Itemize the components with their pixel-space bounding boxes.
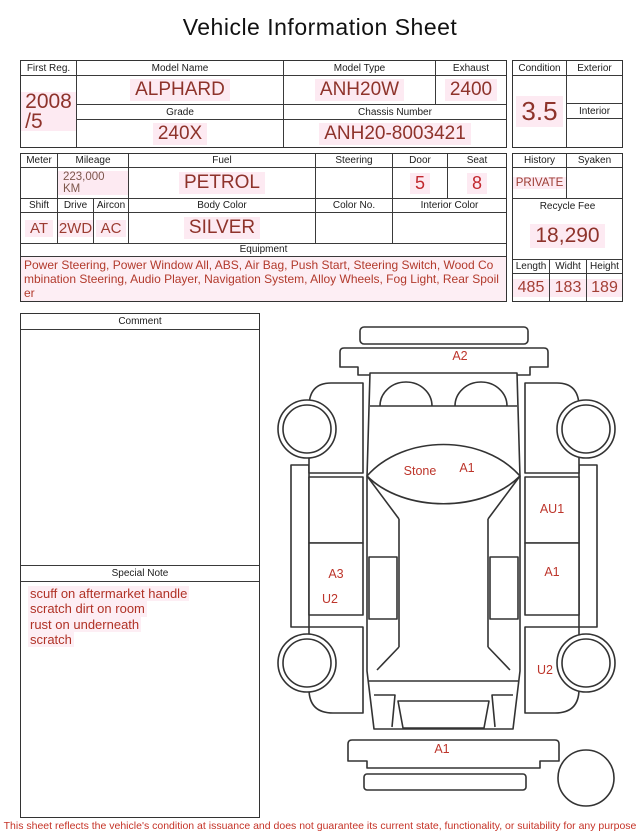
right-rocker-panel <box>579 465 597 627</box>
height-value: 189 <box>587 274 622 301</box>
special-note-line: rust on underneath <box>30 616 140 632</box>
fuel-label: Fuel <box>129 154 316 168</box>
shift-value: AT <box>21 213 58 243</box>
history-label: History <box>513 154 567 168</box>
shift-label: Shift <box>21 199 58 213</box>
left-door-window <box>369 557 397 619</box>
first-reg-year: 2008 <box>25 89 72 113</box>
spec-table <box>20 153 507 302</box>
model-name-label: Model Name <box>77 61 284 76</box>
special-note-list <box>21 582 259 817</box>
spec-row-2 <box>21 199 506 244</box>
body-color-label: Body Color <box>129 199 316 213</box>
chassis-number-value: ANH20-8003421 <box>284 120 506 147</box>
width-value: 183 <box>550 274 587 301</box>
length-label: Length <box>513 260 550 274</box>
body-color-value: SILVER <box>129 213 316 243</box>
equipment-value: Power Steering, Power Window All, ABS, Air Bag, Push Start, Steering Switch, Wood Combination Steering, Audio Player, Navigation System, Alloy Wheels, Fog Light, Rear Spoiler <box>21 257 506 301</box>
exhaust-value: 2400 <box>436 76 506 105</box>
color-no-label: Color No. <box>316 199 393 213</box>
first-reg-label: First Reg. <box>21 61 77 76</box>
recycle-fee-value: 18,290 <box>513 213 622 259</box>
door-label: Door <box>393 154 448 168</box>
model-name-value: ALPHARD <box>77 76 284 105</box>
damage-label-right-rear-panel: A1 <box>544 565 560 579</box>
length-value: 485 <box>513 274 550 301</box>
first-reg-month: /5 <box>25 109 43 133</box>
steering-value <box>316 168 393 198</box>
model-type-label: Model Type <box>284 61 436 76</box>
special-note-line: scratch <box>30 631 72 647</box>
aircon-label: Aircon <box>94 199 129 213</box>
recycle-fee-cell <box>513 199 622 260</box>
spare-tire <box>558 750 614 806</box>
seat-value: 8 <box>448 168 506 198</box>
interior-value <box>567 119 622 147</box>
special-note-label: Special Note <box>21 565 259 582</box>
meter-label: Meter <box>21 154 58 168</box>
aircon-value: AC <box>94 213 129 243</box>
damage-label-right-front-panel: AU1 <box>539 502 565 516</box>
damage-label-left-underbody: U2 <box>322 592 338 606</box>
interior-label: Interior <box>567 104 622 119</box>
grade-value: 240X <box>77 120 284 147</box>
door-value: 5 <box>393 168 448 198</box>
condition-table <box>512 60 623 148</box>
history-value: PRIVATE <box>513 168 567 198</box>
exhaust-label: Exhaust <box>436 61 506 76</box>
front-bumper-shape <box>340 348 548 375</box>
history-row <box>513 154 622 199</box>
damage-label-windshield-grade: A1 <box>459 461 475 475</box>
comment-label: Comment <box>21 314 259 330</box>
seat-label: Seat <box>448 154 506 168</box>
syaken-label: Syaken <box>567 154 622 168</box>
exterior-value <box>567 76 622 104</box>
chassis-number-label: Chassis Number <box>284 105 506 120</box>
steering-label: Steering <box>316 154 393 168</box>
equipment-label: Equipment <box>21 244 506 257</box>
tailgate-recess <box>398 701 489 728</box>
special-note-line: scratch dirt on room <box>30 601 145 617</box>
grade-label: Grade <box>77 105 284 120</box>
page-title: Vehicle Information Sheet <box>182 14 458 40</box>
right-door-window <box>490 557 518 619</box>
damage-label-front-bumper: A2 <box>452 349 468 363</box>
first-reg-value <box>21 76 77 147</box>
damage-label-windshield-note: Stone <box>403 464 437 478</box>
left-rocker-panel <box>291 465 309 627</box>
comment-value <box>21 330 259 565</box>
damage-label-rear-bumper: A1 <box>434 742 450 756</box>
rear-bumper-shape <box>348 740 559 790</box>
height-label: Height <box>587 260 622 274</box>
drive-value: 2WD <box>58 213 94 243</box>
syaken-value <box>567 168 622 198</box>
vehicle-damage-diagram <box>268 315 640 817</box>
exterior-label: Exterior <box>567 61 622 76</box>
interior-color-label: Interior Color <box>393 199 506 213</box>
width-label: Widht <box>550 260 587 274</box>
special-note-line: scuff on aftermarket handle <box>30 586 188 601</box>
meter-value <box>21 168 58 198</box>
spec-row-1 <box>21 154 506 199</box>
fuel-value: PETROL <box>129 168 316 198</box>
damage-label-right-underbody: U2 <box>537 663 553 677</box>
mileage-label: Mileage <box>58 154 129 168</box>
damage-label-left-rear-panel: A3 <box>328 567 344 581</box>
recycle-fee-label: Recycle Fee <box>539 200 596 212</box>
mileage-value: 223,000 KM <box>58 168 129 198</box>
interior-color-value <box>393 213 506 243</box>
car-body-outline <box>367 373 520 729</box>
history-fee-table <box>512 153 623 302</box>
comment-panel <box>20 313 260 818</box>
model-type-value: ANH20W <box>284 76 436 105</box>
color-no-value <box>316 213 393 243</box>
condition-label: Condition <box>513 61 567 76</box>
dimensions-table <box>513 260 622 301</box>
roof-spoiler-bar <box>360 327 528 344</box>
condition-value: 3.5 <box>513 76 567 147</box>
model-info-table <box>20 60 507 148</box>
disclaimer-text: This sheet reflects the vehicle's condition at issuance and does not guarantee its current state, functionality, or suitability for any purpose <box>3 820 637 832</box>
drive-label: Drive <box>58 199 94 213</box>
